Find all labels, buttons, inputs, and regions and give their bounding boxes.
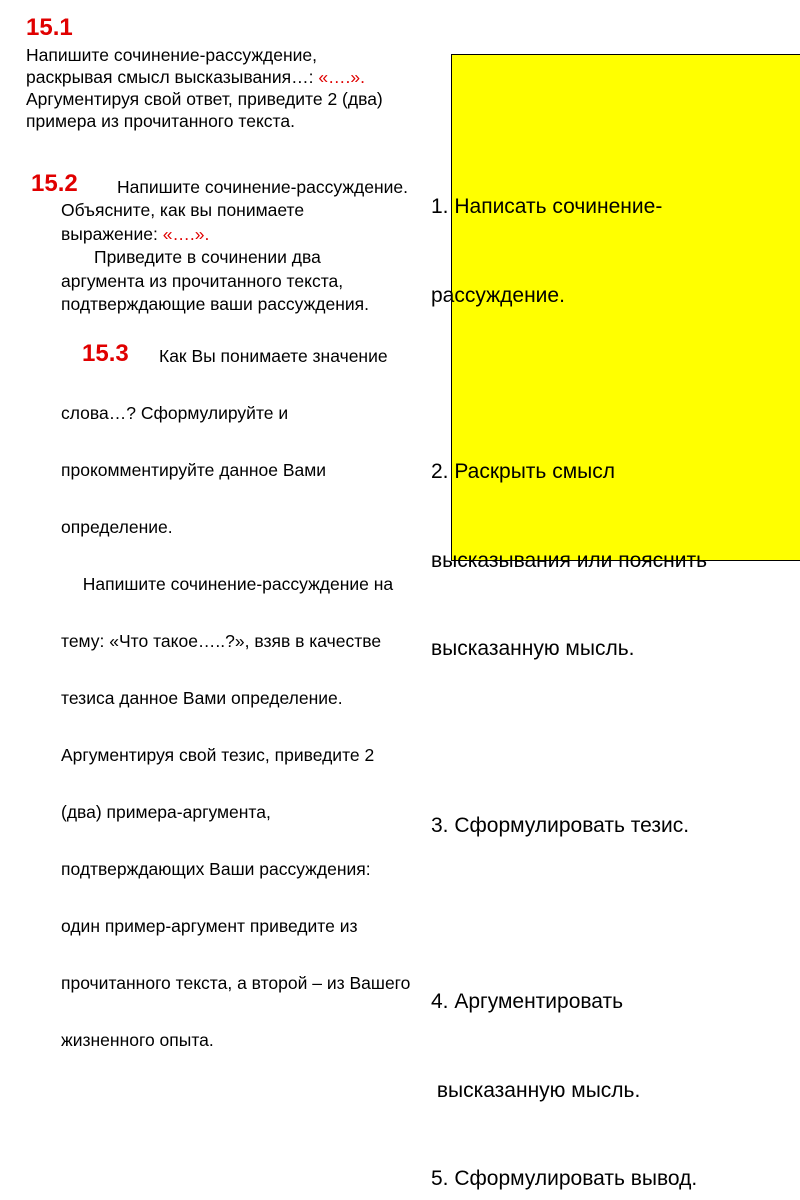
section-15-3-line: слова…? Сформулируйте и <box>61 403 289 423</box>
step-line: высказывания или пояснить <box>431 548 708 572</box>
quote-placeholder: «….». <box>318 67 366 87</box>
step-line: рассуждение. <box>431 283 565 307</box>
section-15-2-line: Объясните, как вы понимаете <box>61 200 305 220</box>
quote-placeholder: «….». <box>162 223 210 244</box>
section-15-3-line: прокомментируйте данное Вами <box>61 460 327 480</box>
steps-list <box>431 133 707 1200</box>
section-15-3-line: прочитанного текста, а второй – из Вашего <box>61 973 411 993</box>
step-line: высказанную мысль. <box>431 1078 641 1102</box>
section-15-3-line: подтверждающих Ваши рассуждения: <box>61 859 371 879</box>
section-15-1-line: раскрывая смысл высказывания…: «….». <box>26 67 366 87</box>
step-line: 3. Сформулировать тезис. <box>431 813 690 837</box>
section-15-1-text <box>26 44 383 132</box>
section-15-2-line: выражение: «….». <box>61 223 210 244</box>
step-spacer <box>431 723 707 752</box>
section-15-3-line: тезиса данное Вами определение. <box>61 688 343 708</box>
section-15-3-text <box>61 366 410 1069</box>
step-line: 2. Раскрыть смысл <box>431 460 615 483</box>
section-15-2-line: аргумента из прочитанного текста, <box>61 270 344 291</box>
section-15-1-line: Аргументируя свой ответ, приведите 2 (два) <box>26 89 383 109</box>
section-15-3-line: тему: «Что такое…..?», взяв в качестве <box>61 631 382 651</box>
step-line: 1. Написать сочинение- <box>431 195 663 218</box>
section-15-2-line: Приведите в сочинении два <box>94 247 321 267</box>
step-line: 5. Сформулировать вывод. <box>431 1167 698 1190</box>
section-15-3-line: Напишите сочинение-рассуждение на <box>73 574 394 594</box>
section-15-3-line: (два) примера-аргумента, <box>61 802 271 822</box>
section-15-3-line: один пример-аргумент приведите из <box>61 916 358 936</box>
section-15-3-line: определение. <box>61 517 173 537</box>
section-15-3-heading: Как Вы понимаете значение <box>159 346 388 366</box>
step-line: высказанную мысль. <box>431 637 635 660</box>
step-spacer <box>431 899 707 928</box>
section-15-1-number: 15.1 <box>26 14 73 41</box>
section-15-3-line: жизненного опыта. <box>61 1030 214 1050</box>
section-15-2-line: подтверждающие ваши рассуждения. <box>61 294 370 314</box>
section-15-3-line: Аргументируя свой тезис, приведите 2 <box>61 745 375 765</box>
section-15-2-text <box>61 199 369 317</box>
section-15-2-number: 15.2 <box>31 170 78 197</box>
section-15-2-heading: Напишите сочинение-рассуждение. <box>117 177 409 197</box>
step-spacer <box>431 369 707 398</box>
section-15-3-number: 15.3 <box>82 340 129 367</box>
section-15-1-line: примера из прочитанного текста. <box>26 111 295 131</box>
section-15-1-line: Напишите сочинение-рассуждение, <box>26 45 318 65</box>
step-line: 4. Аргументировать <box>431 990 624 1013</box>
